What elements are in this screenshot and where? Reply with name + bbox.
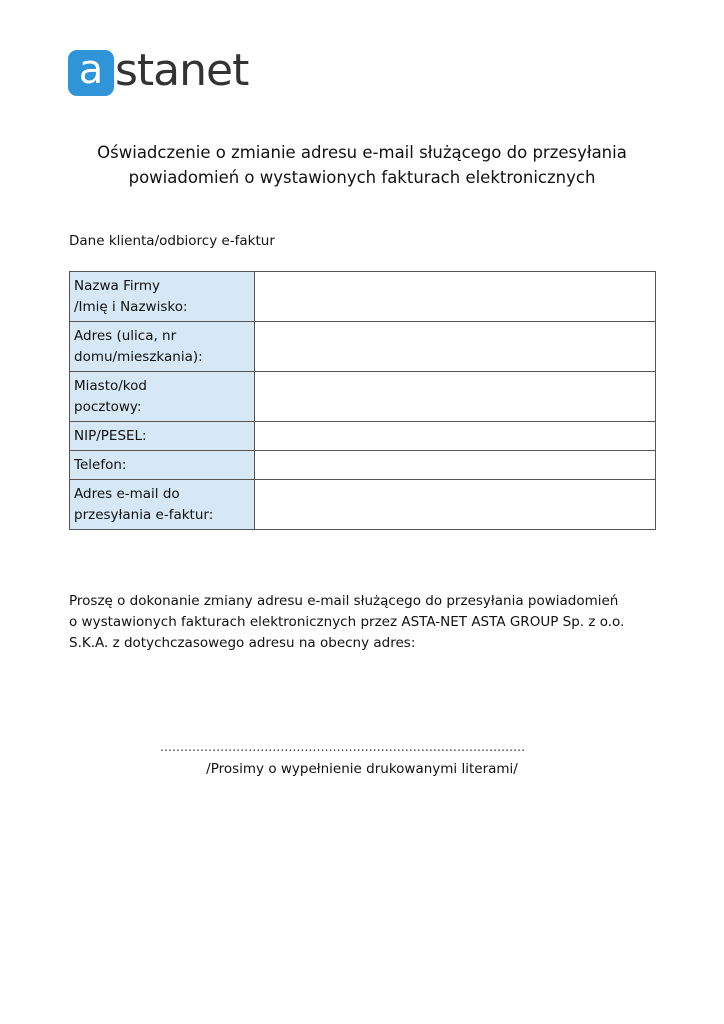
- label-line: /Imię i Nazwisko:: [74, 299, 188, 315]
- table-row-company: [70, 272, 656, 322]
- paragraph-line: S.K.A. z dotychczasowego adresu na obecny adres:: [69, 635, 416, 651]
- label-email: [70, 480, 255, 530]
- label-line: Nazwa Firmy: [74, 278, 161, 294]
- title-line-2: powiadomień o wystawionych fakturach elektronicznych: [128, 168, 596, 187]
- section-label: Dane klienta/odbiorcy e-faktur: [69, 233, 275, 249]
- label-line: Telefon:: [74, 457, 127, 473]
- label-company: [70, 272, 255, 322]
- client-data-table: [69, 271, 656, 530]
- logo-mark: a: [68, 50, 114, 96]
- field-nip[interactable]: [255, 422, 656, 451]
- label-address: [70, 322, 255, 372]
- label-line: domu/mieszkania):: [74, 349, 203, 365]
- label-line: przesyłania e-faktur:: [74, 507, 214, 523]
- table-row-city: [70, 372, 656, 422]
- table-row-phone: [70, 451, 656, 480]
- field-email[interactable]: [255, 480, 656, 530]
- table-row-nip: [70, 422, 656, 451]
- label-nip: [70, 422, 255, 451]
- label-line: Miasto/kod: [74, 378, 147, 394]
- label-line: Adres e-mail do: [74, 486, 180, 502]
- field-address[interactable]: [255, 322, 656, 372]
- table-row-address: [70, 322, 656, 372]
- table-row-email: [70, 480, 656, 530]
- new-address-fill-line[interactable]: ...........................................................................................: [160, 740, 526, 754]
- paragraph-line: Proszę o dokonanie zmiany adresu e-mail służącego do przesyłania powiadomień: [69, 593, 619, 609]
- title-line-1: Oświadczenie o zmianie adresu e-mail służącego do przesyłania: [97, 143, 627, 162]
- label-line: pocztowy:: [74, 399, 142, 415]
- field-phone[interactable]: [255, 451, 656, 480]
- request-paragraph: [69, 591, 649, 654]
- label-phone: [70, 451, 255, 480]
- fill-instruction: /Prosimy o wypełnienie drukowanymi literami/: [206, 761, 518, 777]
- paragraph-line: o wystawionych fakturach elektronicznych przez ASTA-NET ASTA GROUP Sp. z o.o.: [69, 614, 625, 630]
- label-line: NIP/PESEL:: [74, 428, 147, 444]
- field-company[interactable]: [255, 272, 656, 322]
- label-city: [70, 372, 255, 422]
- field-city[interactable]: [255, 372, 656, 422]
- logo-text: stanet: [115, 45, 249, 96]
- document-title: [60, 140, 664, 190]
- label-line: Adres (ulica, nr: [74, 328, 177, 344]
- astanet-logo: [68, 45, 249, 96]
